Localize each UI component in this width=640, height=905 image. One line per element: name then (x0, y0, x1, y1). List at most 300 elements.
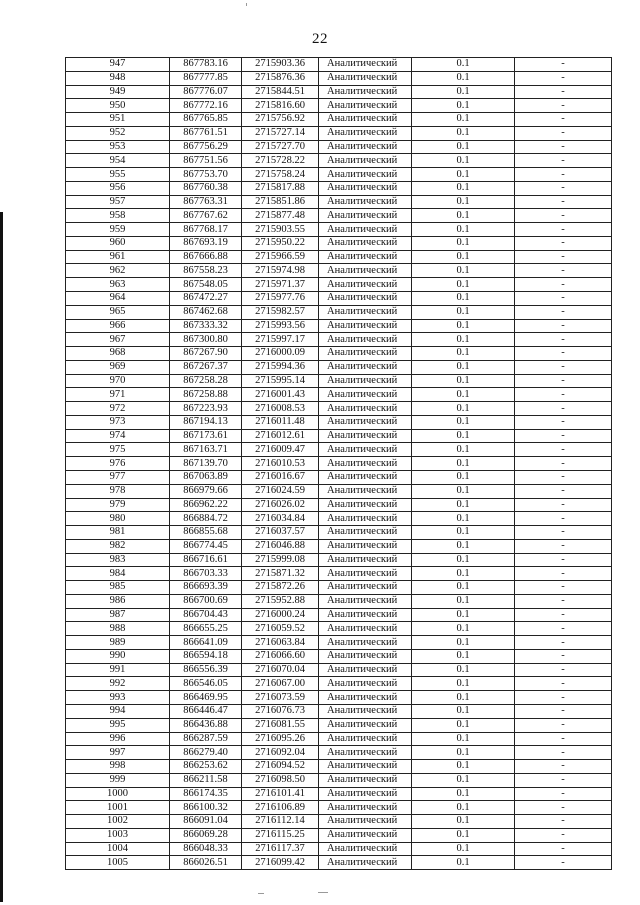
x-coordinate-cell: 866594.18 (170, 649, 242, 663)
note-cell: - (515, 195, 612, 209)
y-coordinate-cell: 2715816.60 (242, 99, 319, 113)
note-cell: - (515, 333, 612, 347)
x-coordinate-cell: 866469.95 (170, 691, 242, 705)
table-row (66, 856, 612, 870)
x-coordinate-cell: 867300.80 (170, 333, 242, 347)
table-row (66, 223, 612, 237)
method-cell: Аналитический (319, 71, 412, 85)
precision-cell: 0.1 (412, 209, 515, 223)
method-cell: Аналитический (319, 223, 412, 237)
point-number-cell: 960 (66, 236, 170, 250)
method-cell: Аналитический (319, 691, 412, 705)
y-coordinate-cell: 2715756.92 (242, 113, 319, 127)
method-cell: Аналитический (319, 815, 412, 829)
x-coordinate-cell: 866100.32 (170, 801, 242, 815)
method-cell: Аналитический (319, 581, 412, 595)
coordinates-table-body (66, 58, 612, 870)
precision-cell: 0.1 (412, 99, 515, 113)
precision-cell: 0.1 (412, 842, 515, 856)
precision-cell: 0.1 (412, 760, 515, 774)
note-cell: - (515, 126, 612, 140)
point-number-cell: 997 (66, 746, 170, 760)
x-coordinate-cell: 866279.40 (170, 746, 242, 760)
table-row (66, 691, 612, 705)
point-number-cell: 980 (66, 512, 170, 526)
note-cell: - (515, 608, 612, 622)
table-row (66, 567, 612, 581)
method-cell: Аналитический (319, 856, 412, 870)
precision-cell: 0.1 (412, 539, 515, 553)
table-row (66, 746, 612, 760)
note-cell: - (515, 264, 612, 278)
table-row (66, 526, 612, 540)
precision-cell: 0.1 (412, 581, 515, 595)
precision-cell: 0.1 (412, 856, 515, 870)
table-row (66, 622, 612, 636)
precision-cell: 0.1 (412, 526, 515, 540)
precision-cell: 0.1 (412, 691, 515, 705)
point-number-cell: 987 (66, 608, 170, 622)
note-cell: - (515, 691, 612, 705)
point-number-cell: 966 (66, 319, 170, 333)
note-cell: - (515, 704, 612, 718)
method-cell: Аналитический (319, 347, 412, 361)
method-cell: Аналитический (319, 99, 412, 113)
y-coordinate-cell: 2716117.37 (242, 842, 319, 856)
precision-cell: 0.1 (412, 443, 515, 457)
y-coordinate-cell: 2716115.25 (242, 828, 319, 842)
precision-cell: 0.1 (412, 498, 515, 512)
note-cell: - (515, 539, 612, 553)
x-coordinate-cell: 866884.72 (170, 512, 242, 526)
point-number-cell: 993 (66, 691, 170, 705)
note-cell: - (515, 470, 612, 484)
note-cell: - (515, 512, 612, 526)
note-cell: - (515, 374, 612, 388)
point-number-cell: 979 (66, 498, 170, 512)
point-number-cell: 977 (66, 470, 170, 484)
precision-cell: 0.1 (412, 388, 515, 402)
method-cell: Аналитический (319, 388, 412, 402)
method-cell: Аналитический (319, 649, 412, 663)
precision-cell: 0.1 (412, 649, 515, 663)
x-coordinate-cell: 866556.39 (170, 663, 242, 677)
precision-cell: 0.1 (412, 622, 515, 636)
method-cell: Аналитический (319, 250, 412, 264)
point-number-cell: 988 (66, 622, 170, 636)
point-number-cell: 969 (66, 360, 170, 374)
point-number-cell: 973 (66, 415, 170, 429)
x-coordinate-cell: 866962.22 (170, 498, 242, 512)
table-row (66, 99, 612, 113)
x-coordinate-cell: 867063.89 (170, 470, 242, 484)
page-number: 22 (312, 31, 328, 47)
note-cell: - (515, 663, 612, 677)
point-number-cell: 950 (66, 99, 170, 113)
note-cell: - (515, 815, 612, 829)
precision-cell: 0.1 (412, 319, 515, 333)
y-coordinate-cell: 2716010.53 (242, 457, 319, 471)
table-row (66, 154, 612, 168)
table-row (66, 402, 612, 416)
precision-cell: 0.1 (412, 292, 515, 306)
y-coordinate-cell: 2715950.22 (242, 236, 319, 250)
method-cell: Аналитический (319, 636, 412, 650)
note-cell: - (515, 760, 612, 774)
method-cell: Аналитический (319, 236, 412, 250)
y-coordinate-cell: 2716081.55 (242, 718, 319, 732)
precision-cell: 0.1 (412, 347, 515, 361)
point-number-cell: 962 (66, 264, 170, 278)
method-cell: Аналитический (319, 154, 412, 168)
note-cell: - (515, 85, 612, 99)
point-number-cell: 974 (66, 429, 170, 443)
precision-cell: 0.1 (412, 305, 515, 319)
y-coordinate-cell: 2715982.57 (242, 305, 319, 319)
point-number-cell: 1001 (66, 801, 170, 815)
method-cell: Аналитический (319, 429, 412, 443)
x-coordinate-cell: 867558.23 (170, 264, 242, 278)
x-coordinate-cell: 867258.28 (170, 374, 242, 388)
y-coordinate-cell: 2715872.26 (242, 581, 319, 595)
y-coordinate-cell: 2715903.55 (242, 223, 319, 237)
x-coordinate-cell: 866703.33 (170, 567, 242, 581)
precision-cell: 0.1 (412, 223, 515, 237)
y-coordinate-cell: 2716066.60 (242, 649, 319, 663)
x-coordinate-cell: 866048.33 (170, 842, 242, 856)
note-cell: - (515, 429, 612, 443)
precision-cell: 0.1 (412, 704, 515, 718)
point-number-cell: 970 (66, 374, 170, 388)
note-cell: - (515, 553, 612, 567)
method-cell: Аналитический (319, 278, 412, 292)
precision-cell: 0.1 (412, 140, 515, 154)
x-coordinate-cell: 867777.85 (170, 71, 242, 85)
method-cell: Аналитический (319, 195, 412, 209)
precision-cell: 0.1 (412, 470, 515, 484)
y-coordinate-cell: 2715966.59 (242, 250, 319, 264)
table-row (66, 168, 612, 182)
precision-cell: 0.1 (412, 236, 515, 250)
x-coordinate-cell: 866253.62 (170, 760, 242, 774)
note-cell: - (515, 223, 612, 237)
table-row (66, 636, 612, 650)
note-cell: - (515, 842, 612, 856)
point-number-cell: 952 (66, 126, 170, 140)
y-coordinate-cell: 2716070.04 (242, 663, 319, 677)
method-cell: Аналитический (319, 553, 412, 567)
y-coordinate-cell: 2715871.32 (242, 567, 319, 581)
y-coordinate-cell: 2715727.14 (242, 126, 319, 140)
y-coordinate-cell: 2715999.08 (242, 553, 319, 567)
x-coordinate-cell: 867763.31 (170, 195, 242, 209)
y-coordinate-cell: 2715974.98 (242, 264, 319, 278)
scan-speck (258, 893, 264, 894)
point-number-cell: 991 (66, 663, 170, 677)
y-coordinate-cell: 2716092.04 (242, 746, 319, 760)
method-cell: Аналитический (319, 126, 412, 140)
x-coordinate-cell: 866026.51 (170, 856, 242, 870)
point-number-cell: 975 (66, 443, 170, 457)
point-number-cell: 984 (66, 567, 170, 581)
x-coordinate-cell: 866855.68 (170, 526, 242, 540)
x-coordinate-cell: 867462.68 (170, 305, 242, 319)
precision-cell: 0.1 (412, 801, 515, 815)
note-cell: - (515, 347, 612, 361)
note-cell: - (515, 443, 612, 457)
point-number-cell: 972 (66, 402, 170, 416)
x-coordinate-cell: 867194.13 (170, 415, 242, 429)
x-coordinate-cell: 867765.85 (170, 113, 242, 127)
table-row (66, 718, 612, 732)
precision-cell: 0.1 (412, 484, 515, 498)
note-cell: - (515, 498, 612, 512)
table-row (66, 760, 612, 774)
table-row (66, 264, 612, 278)
note-cell: - (515, 649, 612, 663)
method-cell: Аналитический (319, 787, 412, 801)
table-row (66, 787, 612, 801)
x-coordinate-cell: 867548.05 (170, 278, 242, 292)
note-cell: - (515, 168, 612, 182)
x-coordinate-cell: 866716.61 (170, 553, 242, 567)
x-coordinate-cell: 866436.88 (170, 718, 242, 732)
x-coordinate-cell: 867753.70 (170, 168, 242, 182)
note-cell: - (515, 567, 612, 581)
x-coordinate-cell: 867693.19 (170, 236, 242, 250)
point-number-cell: 999 (66, 773, 170, 787)
table-row (66, 333, 612, 347)
note-cell: - (515, 388, 612, 402)
y-coordinate-cell: 2716059.52 (242, 622, 319, 636)
point-number-cell: 965 (66, 305, 170, 319)
method-cell: Аналитический (319, 746, 412, 760)
note-cell: - (515, 415, 612, 429)
table-row (66, 828, 612, 842)
table-row (66, 512, 612, 526)
y-coordinate-cell: 2716098.50 (242, 773, 319, 787)
table-row (66, 140, 612, 154)
y-coordinate-cell: 2716112.14 (242, 815, 319, 829)
x-coordinate-cell: 867751.56 (170, 154, 242, 168)
table-row (66, 457, 612, 471)
table-row (66, 773, 612, 787)
precision-cell: 0.1 (412, 815, 515, 829)
y-coordinate-cell: 2716073.59 (242, 691, 319, 705)
note-cell: - (515, 622, 612, 636)
y-coordinate-cell: 2716012.61 (242, 429, 319, 443)
point-number-cell: 947 (66, 58, 170, 72)
point-number-cell: 954 (66, 154, 170, 168)
point-number-cell: 996 (66, 732, 170, 746)
precision-cell: 0.1 (412, 250, 515, 264)
precision-cell: 0.1 (412, 663, 515, 677)
y-coordinate-cell: 2715997.17 (242, 333, 319, 347)
precision-cell: 0.1 (412, 429, 515, 443)
method-cell: Аналитический (319, 498, 412, 512)
point-number-cell: 967 (66, 333, 170, 347)
precision-cell: 0.1 (412, 402, 515, 416)
y-coordinate-cell: 2716034.84 (242, 512, 319, 526)
x-coordinate-cell: 867767.62 (170, 209, 242, 223)
x-coordinate-cell: 866979.66 (170, 484, 242, 498)
note-cell: - (515, 58, 612, 72)
note-cell: - (515, 236, 612, 250)
precision-cell: 0.1 (412, 278, 515, 292)
method-cell: Аналитический (319, 85, 412, 99)
point-number-cell: 948 (66, 71, 170, 85)
method-cell: Аналитический (319, 470, 412, 484)
note-cell: - (515, 71, 612, 85)
table-row (66, 732, 612, 746)
table-row (66, 608, 612, 622)
precision-cell: 0.1 (412, 608, 515, 622)
y-coordinate-cell: 2716076.73 (242, 704, 319, 718)
point-number-cell: 983 (66, 553, 170, 567)
table-row (66, 181, 612, 195)
table-row (66, 58, 612, 72)
table-row (66, 581, 612, 595)
table-row (66, 319, 612, 333)
y-coordinate-cell: 2716106.89 (242, 801, 319, 815)
table-row (66, 677, 612, 691)
x-coordinate-cell: 866655.25 (170, 622, 242, 636)
point-number-cell: 989 (66, 636, 170, 650)
point-number-cell: 1002 (66, 815, 170, 829)
method-cell: Аналитический (319, 594, 412, 608)
precision-cell: 0.1 (412, 154, 515, 168)
point-number-cell: 1005 (66, 856, 170, 870)
table-row (66, 195, 612, 209)
coordinates-table (65, 57, 612, 870)
point-number-cell: 998 (66, 760, 170, 774)
precision-cell: 0.1 (412, 113, 515, 127)
x-coordinate-cell: 867173.61 (170, 429, 242, 443)
method-cell: Аналитический (319, 677, 412, 691)
precision-cell: 0.1 (412, 512, 515, 526)
method-cell: Аналитический (319, 622, 412, 636)
x-coordinate-cell: 866700.69 (170, 594, 242, 608)
method-cell: Аналитический (319, 828, 412, 842)
table-row (66, 594, 612, 608)
method-cell: Аналитический (319, 305, 412, 319)
x-coordinate-cell: 866704.43 (170, 608, 242, 622)
x-coordinate-cell: 867772.16 (170, 99, 242, 113)
precision-cell: 0.1 (412, 828, 515, 842)
scan-speck (318, 892, 328, 893)
x-coordinate-cell: 867756.29 (170, 140, 242, 154)
x-coordinate-cell: 867139.70 (170, 457, 242, 471)
precision-cell: 0.1 (412, 195, 515, 209)
y-coordinate-cell: 2716016.67 (242, 470, 319, 484)
note-cell: - (515, 250, 612, 264)
method-cell: Аналитический (319, 374, 412, 388)
note-cell: - (515, 278, 612, 292)
point-number-cell: 976 (66, 457, 170, 471)
x-coordinate-cell: 867267.37 (170, 360, 242, 374)
note-cell: - (515, 292, 612, 306)
x-coordinate-cell: 866641.09 (170, 636, 242, 650)
point-number-cell: 1003 (66, 828, 170, 842)
y-coordinate-cell: 2716000.24 (242, 608, 319, 622)
point-number-cell: 985 (66, 581, 170, 595)
scan-speck (246, 3, 247, 6)
method-cell: Аналитический (319, 704, 412, 718)
precision-cell: 0.1 (412, 374, 515, 388)
x-coordinate-cell: 867472.27 (170, 292, 242, 306)
precision-cell: 0.1 (412, 787, 515, 801)
precision-cell: 0.1 (412, 415, 515, 429)
note-cell: - (515, 140, 612, 154)
x-coordinate-cell: 866287.59 (170, 732, 242, 746)
note-cell: - (515, 305, 612, 319)
y-coordinate-cell: 2715727.70 (242, 140, 319, 154)
precision-cell: 0.1 (412, 636, 515, 650)
precision-cell: 0.1 (412, 773, 515, 787)
note-cell: - (515, 594, 612, 608)
x-coordinate-cell: 867783.16 (170, 58, 242, 72)
y-coordinate-cell: 2716063.84 (242, 636, 319, 650)
x-coordinate-cell: 866446.47 (170, 704, 242, 718)
x-coordinate-cell: 866091.04 (170, 815, 242, 829)
y-coordinate-cell: 2716094.52 (242, 760, 319, 774)
precision-cell: 0.1 (412, 333, 515, 347)
x-coordinate-cell: 867258.88 (170, 388, 242, 402)
method-cell: Аналитический (319, 539, 412, 553)
method-cell: Аналитический (319, 760, 412, 774)
table-row (66, 278, 612, 292)
y-coordinate-cell: 2715903.36 (242, 58, 319, 72)
table-row (66, 443, 612, 457)
method-cell: Аналитический (319, 443, 412, 457)
point-number-cell: 955 (66, 168, 170, 182)
y-coordinate-cell: 2716046.88 (242, 539, 319, 553)
point-number-cell: 995 (66, 718, 170, 732)
y-coordinate-cell: 2716008.53 (242, 402, 319, 416)
point-number-cell: 992 (66, 677, 170, 691)
point-number-cell: 951 (66, 113, 170, 127)
point-number-cell: 964 (66, 292, 170, 306)
method-cell: Аналитический (319, 402, 412, 416)
x-coordinate-cell: 867761.51 (170, 126, 242, 140)
table-row (66, 292, 612, 306)
precision-cell: 0.1 (412, 732, 515, 746)
note-cell: - (515, 154, 612, 168)
x-coordinate-cell: 866693.39 (170, 581, 242, 595)
point-number-cell: 956 (66, 181, 170, 195)
note-cell: - (515, 677, 612, 691)
method-cell: Аналитический (319, 140, 412, 154)
point-number-cell: 949 (66, 85, 170, 99)
x-coordinate-cell: 867163.71 (170, 443, 242, 457)
table-row (66, 815, 612, 829)
note-cell: - (515, 526, 612, 540)
y-coordinate-cell: 2716026.02 (242, 498, 319, 512)
method-cell: Аналитический (319, 360, 412, 374)
method-cell: Аналитический (319, 484, 412, 498)
x-coordinate-cell: 866774.45 (170, 539, 242, 553)
table-row (66, 236, 612, 250)
precision-cell: 0.1 (412, 85, 515, 99)
note-cell: - (515, 581, 612, 595)
table-row (66, 250, 612, 264)
method-cell: Аналитический (319, 333, 412, 347)
point-number-cell: 957 (66, 195, 170, 209)
x-coordinate-cell: 867267.90 (170, 347, 242, 361)
y-coordinate-cell: 2715817.88 (242, 181, 319, 195)
y-coordinate-cell: 2715877.48 (242, 209, 319, 223)
note-cell: - (515, 209, 612, 223)
